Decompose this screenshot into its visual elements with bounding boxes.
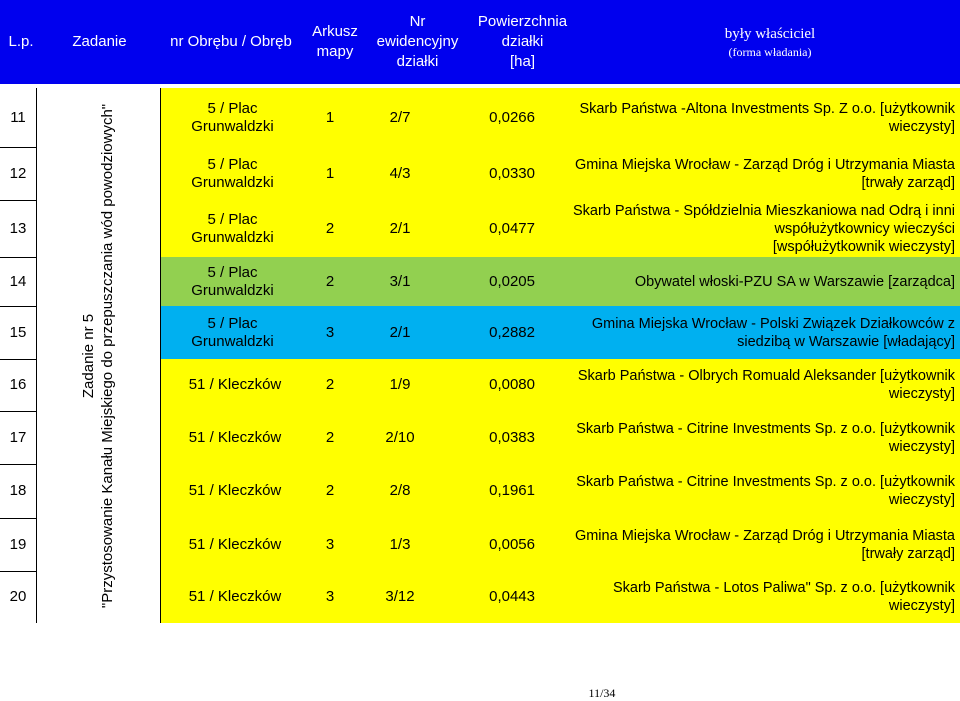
area-cell: 0,0205 xyxy=(489,272,535,290)
row-divider xyxy=(0,464,36,465)
table-header xyxy=(0,0,960,84)
page-number: 11/34 xyxy=(588,686,616,700)
row-number: 17 xyxy=(0,411,36,464)
parcel-number-cell: 1/3 xyxy=(389,535,411,553)
parcel-number-cell: 2/10 xyxy=(385,428,415,446)
row-number: 18 xyxy=(0,464,36,518)
area-cell: 0,0056 xyxy=(489,535,535,553)
header-precinct: nr Obrębu / Obręb xyxy=(170,33,292,50)
row-number: 14 xyxy=(0,257,36,306)
sheet-cell: 2 xyxy=(325,272,335,290)
owner-cell: Skarb Państwa - Citrine Investments Sp. z o.o. [użytkownik wieczysty] xyxy=(576,420,955,455)
owner-cell: Skarb Państwa -Altona Investments Sp. Z o.o. [użytkownik wieczysty] xyxy=(579,100,955,135)
precinct-cell: 5 / Plac Grunwaldzki xyxy=(191,263,274,299)
header-lp: L.p. xyxy=(8,33,34,50)
row-divider xyxy=(0,257,36,258)
owner-cell: Gmina Miejska Wrocław - Zarząd Dróg i Utrzymania Miasta [trwały zarząd] xyxy=(574,527,955,562)
sheet-cell: 1 xyxy=(325,108,335,126)
row-number: 15 xyxy=(0,306,36,359)
row-divider xyxy=(0,200,36,201)
sheet-cell: 1 xyxy=(325,164,335,182)
precinct-cell: 5 / Plac Grunwaldzki xyxy=(191,155,274,191)
owner-cell: Skarb Państwa - Olbrych Romuald Aleksander [użytkownik wieczysty] xyxy=(577,368,955,402)
sheet-cell: 3 xyxy=(325,323,335,341)
owner-cell: Gmina Miejska Wrocław - Polski Związek Działkowców z siedzibą w Warszawie [władający] xyxy=(591,315,955,350)
parcel-number-cell: 1/9 xyxy=(389,376,411,393)
row-divider xyxy=(0,359,36,360)
owner-cell: Obywatel włoski-PZU SA w Warszawie [zarządca] xyxy=(634,273,955,290)
area-cell: 0,0080 xyxy=(489,376,535,393)
area-cell: 0,0443 xyxy=(489,588,535,605)
area-cell: 0,0477 xyxy=(489,219,535,237)
sheet-cell: 2 xyxy=(325,482,335,499)
sheet-cell: 3 xyxy=(325,588,335,605)
header-parcel-no: Nr ewidencyjny działki xyxy=(376,13,459,70)
header-sheet: Arkusz mapy xyxy=(312,23,358,60)
precinct-cell: 51 / Kleczków xyxy=(188,376,282,393)
row-number: 12 xyxy=(0,147,36,200)
area-cell: 0,1961 xyxy=(489,482,535,499)
row-number: 13 xyxy=(0,200,36,257)
parcel-number-cell: 2/1 xyxy=(389,219,411,237)
parcel-number-cell: 3/1 xyxy=(389,272,411,290)
row-divider xyxy=(0,571,36,572)
header-owner-title: były właściciel xyxy=(724,26,816,42)
parcel-number-cell: 2/7 xyxy=(389,108,411,126)
precinct-cell: 5 / Plac Grunwaldzki xyxy=(191,210,274,246)
parcel-number-cell: 2/1 xyxy=(389,323,411,341)
sheet-cell: 3 xyxy=(325,535,335,553)
owner-cell: Skarb Państwa - Citrine Investments Sp. z o.o. [użytkownik wieczysty] xyxy=(576,474,955,508)
row-number: 19 xyxy=(0,518,36,571)
owner-cell: Gmina Miejska Wrocław - Zarząd Dróg i Utrzymania Miasta [trwały zarząd] xyxy=(574,156,955,191)
owner-cell: Skarb Państwa - Spółdzielnia Mieszkaniowa nad Odrą i inni współużytkownicy wieczyści [współużytkownik wieczysty] xyxy=(572,202,955,255)
header-owner xyxy=(620,0,920,84)
task-border-right xyxy=(160,88,161,623)
parcel-number-cell: 4/3 xyxy=(389,164,411,182)
area-cell: 0,0383 xyxy=(489,428,535,446)
header-owner-sub: (forma władania) xyxy=(728,45,812,59)
row-number: 11 xyxy=(0,88,36,147)
row-divider xyxy=(0,306,36,307)
row-number: 20 xyxy=(0,571,36,623)
area-cell: 0,0330 xyxy=(489,164,535,182)
sheet-cell: 2 xyxy=(325,376,335,393)
task-column xyxy=(36,88,160,623)
row-divider xyxy=(0,411,36,412)
area-cell: 0,0266 xyxy=(489,108,535,126)
row-number: 16 xyxy=(0,359,36,411)
task-label: Zadanie nr 5 "Przystosowanie Kanału Miejskiego do przepuszczania wód powodziowych" xyxy=(80,103,116,608)
precinct-cell: 5 / Plac Grunwaldzki xyxy=(191,99,274,135)
task-border-left xyxy=(36,88,37,623)
precinct-cell: 5 / Plac Grunwaldzki xyxy=(191,314,274,350)
owner-cell: Skarb Państwa - Lotos Paliwa" Sp. z o.o. [użytkownik wieczysty] xyxy=(612,580,955,614)
parcel-number-cell: 2/8 xyxy=(389,482,411,499)
precinct-cell: 51 / Kleczków xyxy=(188,588,282,605)
parcel-number-cell: 3/12 xyxy=(385,588,415,605)
area-cell: 0,2882 xyxy=(489,323,535,341)
row-divider xyxy=(0,518,36,519)
row-divider xyxy=(0,147,36,148)
header-task: Zadanie xyxy=(72,33,127,50)
sheet-cell: 2 xyxy=(325,428,335,446)
header-area: Powierzchnia działki [ha] xyxy=(477,13,568,70)
precinct-cell: 51 / Kleczków xyxy=(188,535,282,553)
sheet-cell: 2 xyxy=(325,219,335,237)
precinct-cell: 51 / Kleczków xyxy=(188,482,282,499)
precinct-cell: 51 / Kleczków xyxy=(188,428,282,446)
